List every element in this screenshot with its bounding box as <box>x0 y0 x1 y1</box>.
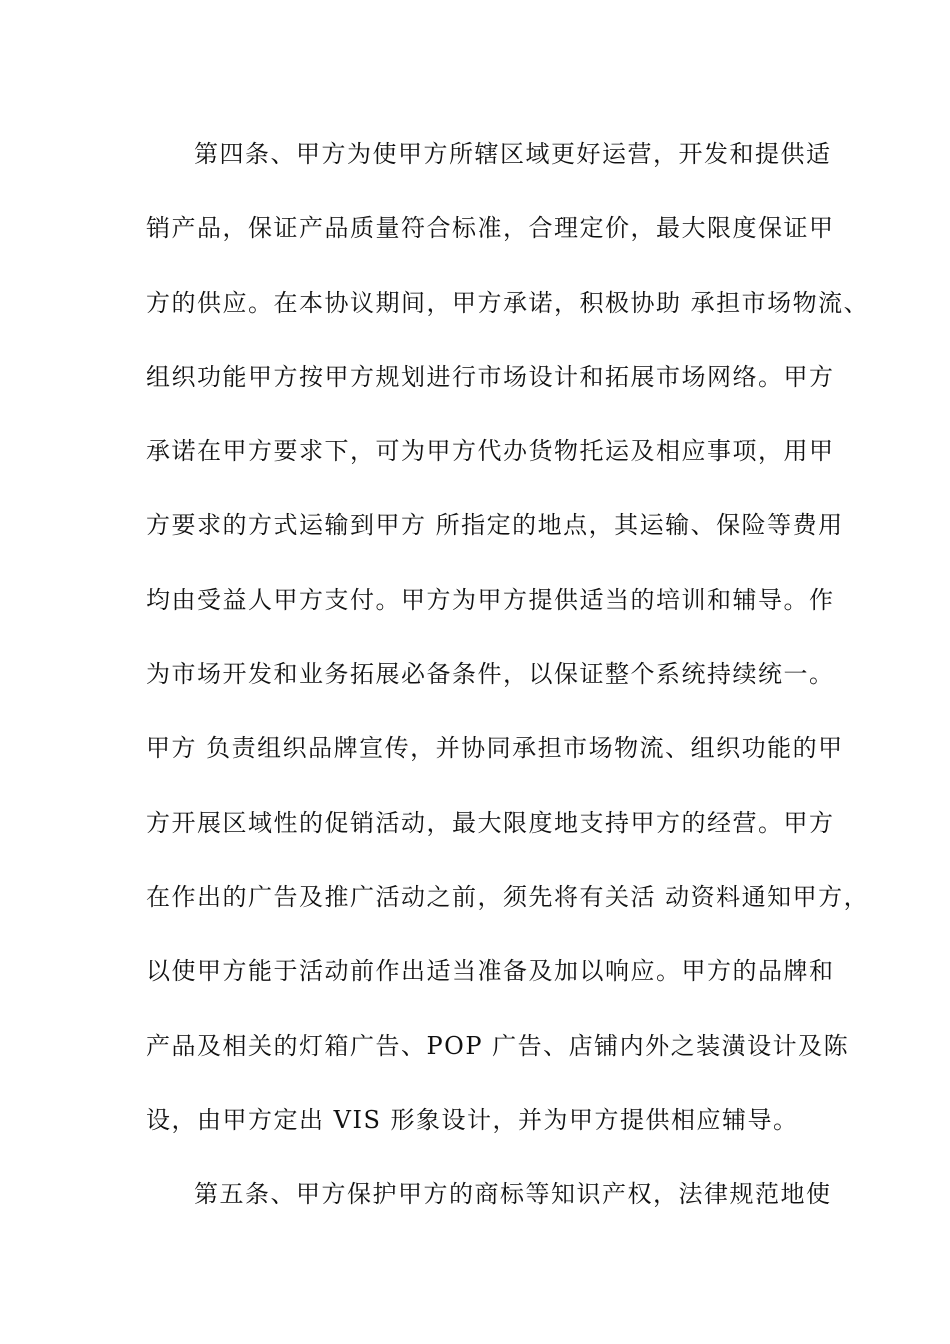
paragraph-4-line-14: 设，由甲方定出 VIS 形象设计，并为甲方提供相应辅导。 <box>146 1105 799 1134</box>
paragraph-4-line-5: 承诺在甲方要求下，可为甲方代办货物托运及相应事项，用甲 <box>146 437 835 466</box>
paragraph-4-line-9: 甲方 负责组织品牌宣传，并协同承担市场物流、组织功能的甲 <box>146 734 844 763</box>
paragraph-4-line-1: 第四条、甲方为使甲方所辖区域更好运营，开发和提供适 <box>194 140 832 168</box>
paragraph-4-line-11: 在作出的广告及推广活动之前，须先将有关活 动资料通知甲方， <box>146 882 870 911</box>
paragraph-4-line-6: 方要求的方式运输到甲方 所指定的地点，其运输、保险等费用 <box>146 511 844 540</box>
paragraph-4-line-3: 方的供应。在本协议期间，甲方承诺，积极协助 承担市场物流、 <box>146 288 870 317</box>
document-body <box>146 132 870 1246</box>
paragraph-5-line-1: 第五条、甲方保护甲方的商标等知识产权，法律规范地使 <box>194 1180 832 1209</box>
paragraph-4-line-10: 方开展区域性的促销活动，最大限度地支持甲方的经营。甲方 <box>146 808 835 837</box>
paragraph-4-line-7: 均由受益人甲方支付。甲方为甲方提供适当的培训和辅导。作 <box>146 585 835 614</box>
paragraph-4-line-8: 为市场开发和业务拓展必备条件，以保证整个系统持续统一。 <box>146 660 835 689</box>
paragraph-4-line-2: 销产品，保证产品质量符合标准，合理定价，最大限度保证甲 <box>146 214 835 243</box>
paragraph-4-line-4: 组织功能甲方按甲方规划进行市场设计和拓展市场网络。甲方 <box>146 362 835 391</box>
paragraph-4-line-12: 以使甲方能于活动前作出适当准备及加以响应。甲方的品牌和 <box>146 957 835 986</box>
paragraph-4-line-13: 产品及相关的灯箱广告、POP 广告、店铺内外之装潢设计及陈 <box>146 1031 850 1060</box>
